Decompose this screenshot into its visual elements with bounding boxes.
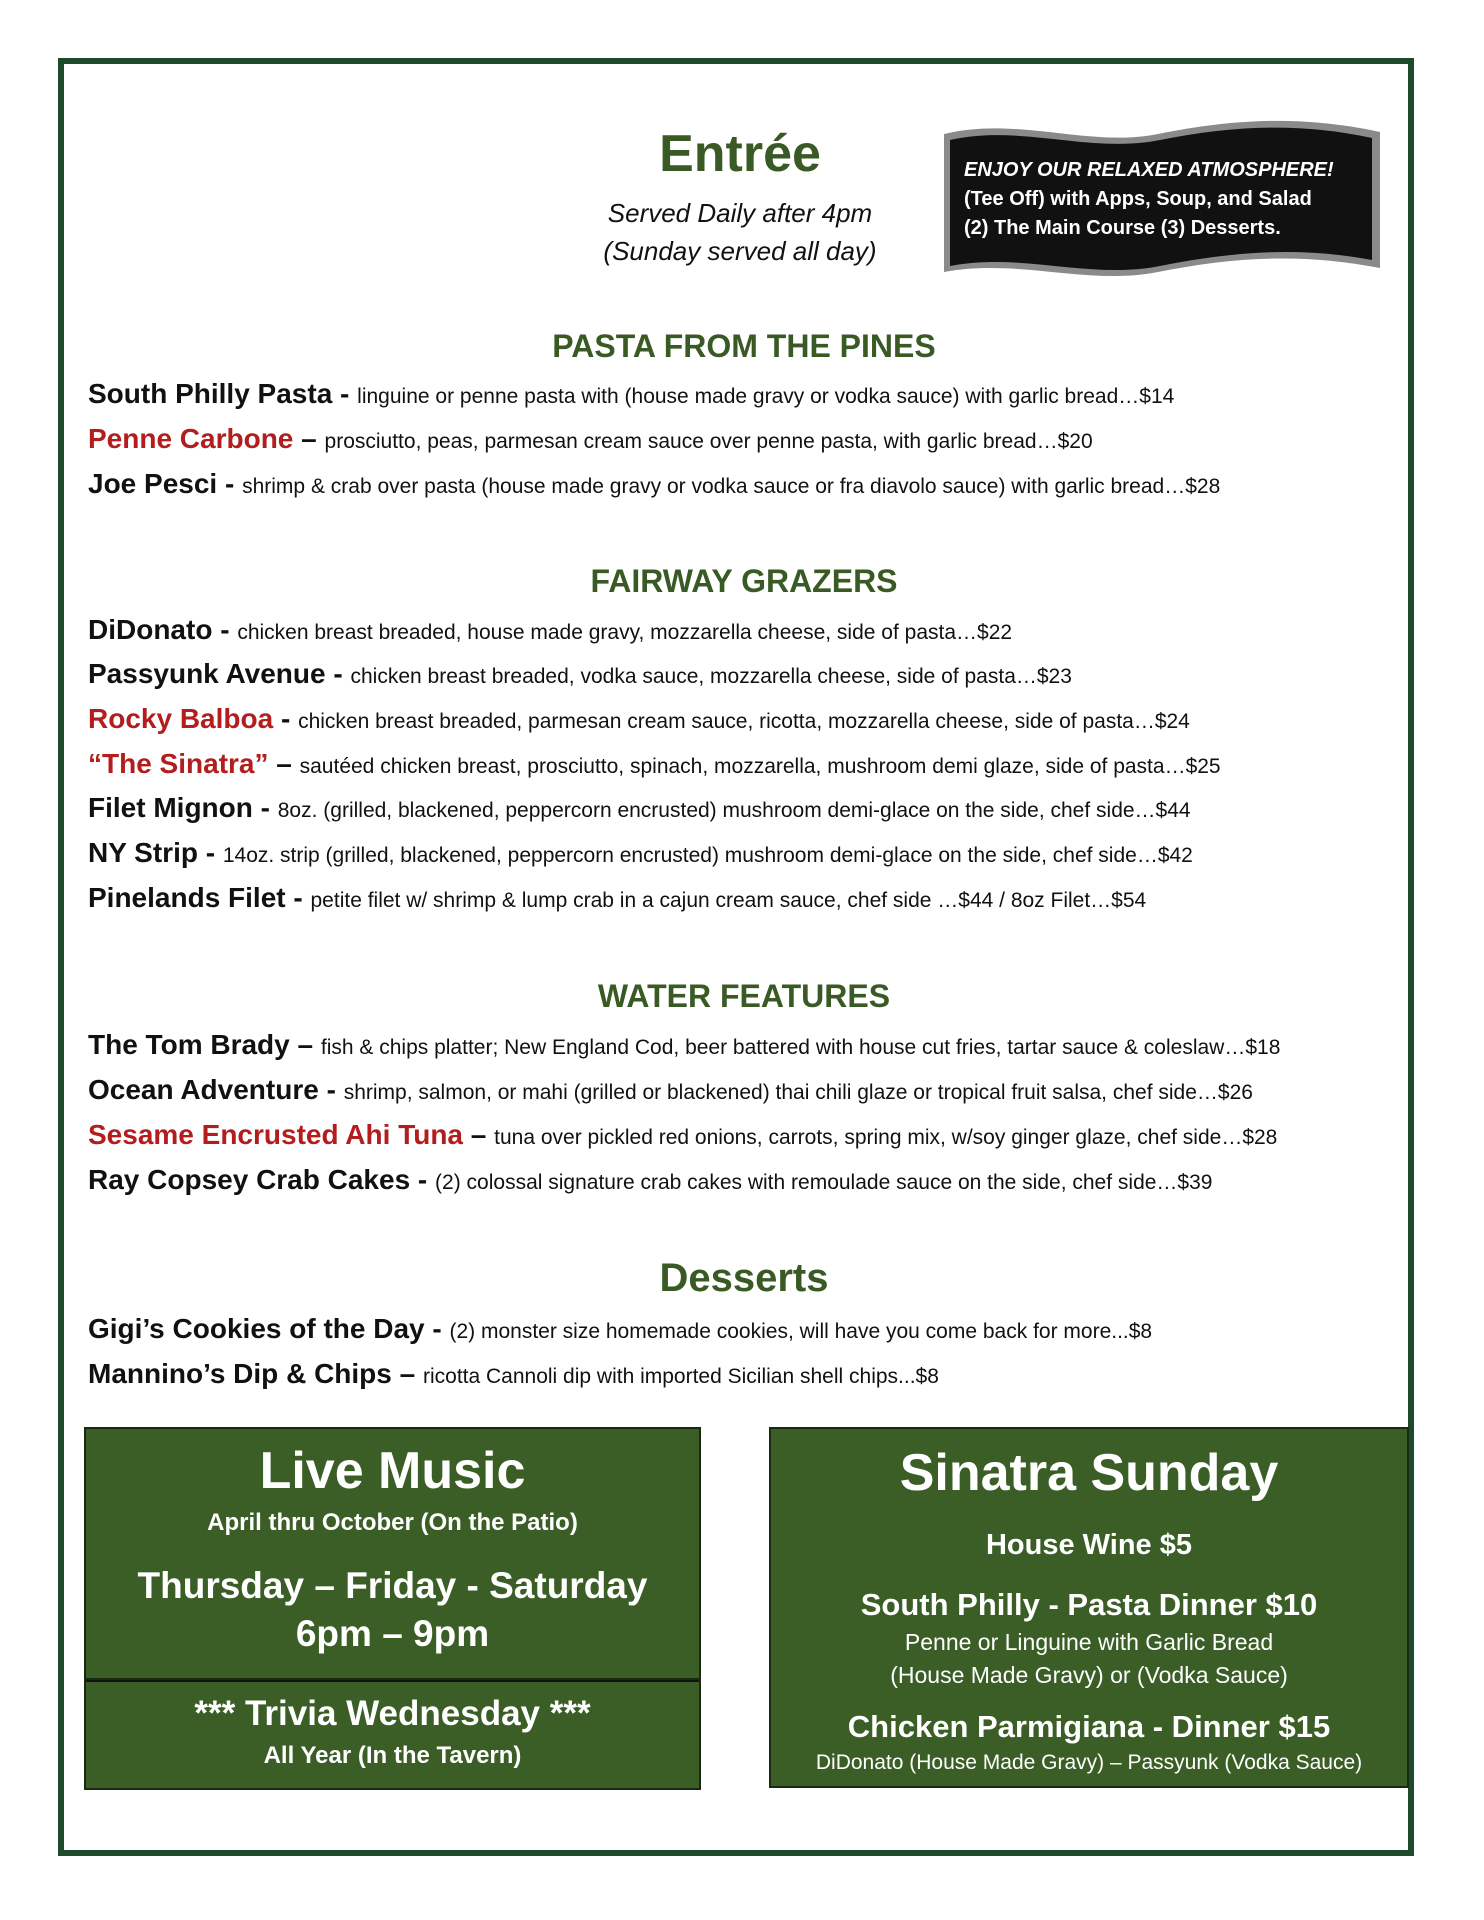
- menu-item: Rocky Balboa - chicken breast breaded, parmesan cream sauce, ricotta, mozzarella cheese, side of pasta…$24: [88, 703, 1190, 734]
- item-name: Sesame Encrusted Ahi Tuna: [88, 1119, 463, 1150]
- item-description: fish & chips platter; New England Cod, beer battered with house cut fries, tartar sauce & coleslaw…$18: [320, 1036, 1281, 1059]
- banner-line-3: (2) The Main Course (3) Desserts.: [964, 217, 1281, 239]
- page-title: Entrée: [659, 125, 821, 183]
- live-music-season: April thru October (On the Patio): [207, 1509, 578, 1536]
- item-name: “The Sinatra”: [88, 748, 269, 779]
- trivia-title: *** Trivia Wednesday ***: [194, 1694, 591, 1733]
- menu-item: Filet Mignon - 8oz. (grilled, blackened, peppercorn encrusted) mushroom demi-glace on the side, chef side…$44: [88, 792, 1191, 823]
- trivia-subtitle: All Year (In the Tavern): [263, 1742, 522, 1769]
- item-name: Rocky Balboa: [88, 703, 274, 734]
- menu-item: Ocean Adventure - shrimp, salmon, or mahi (grilled or blackened) thai chili glaze or tropical fruit salsa, chef side…$26: [88, 1074, 1253, 1105]
- item-name: Joe Pesci: [88, 468, 218, 499]
- item-name: Pinelands Filet: [88, 882, 286, 913]
- menu-item: Passyunk Avenue - chicken breast breaded, vodka sauce, mozzarella cheese, side of pasta…$23: [88, 658, 1072, 689]
- item-name: Penne Carbone: [88, 423, 294, 454]
- item-description: ricotta Cannoli dip with imported Sicilian shell chips...$8: [422, 1365, 939, 1388]
- live-music-days: Thursday – Friday - Saturday: [137, 1565, 648, 1606]
- trivia-divider: [86, 1680, 699, 1682]
- pasta-dinner-desc-2: (House Made Gravy) or (Vodka Sauce): [890, 1662, 1288, 1688]
- menu-item: DiDonato - chicken breast breaded, house made gravy, mozzarella cheese, side of pasta…$22: [88, 614, 1013, 645]
- menu-item: Ray Copsey Crab Cakes - (2) colossal signature crab cakes with remoulade sauce on the side, chef side…$39: [88, 1164, 1213, 1195]
- pasta-dinner-special: South Philly - Pasta Dinner $10: [860, 1587, 1318, 1622]
- grazers-section-heading: FAIRWAY GRAZERS: [590, 563, 898, 599]
- item-name: South Philly Pasta: [88, 378, 333, 409]
- item-description: chicken breast breaded, house made gravy, mozzarella cheese, side of pasta…$22: [237, 621, 1013, 644]
- served-daily-note: Served Daily after 4pm: [607, 198, 873, 228]
- live-music-box: [84, 1427, 701, 1680]
- water-section-heading: WATER FEATURES: [597, 978, 891, 1014]
- menu-item: NY Strip - 14oz. strip (grilled, blackened, peppercorn encrusted) mushroom demi-glace on the side, chef side…$42: [88, 837, 1193, 868]
- menu-item: “The Sinatra” – sautéed chicken breast, prosciutto, spinach, mozzarella, mushroom demi glaze, side of pasta…$25: [88, 748, 1221, 779]
- menu-item: Joe Pesci - shrimp & crab over pasta (house made gravy or vodka sauce or fra diavolo sauce) with garlic bread…$28: [88, 468, 1221, 499]
- item-description: chicken breast breaded, vodka sauce, mozzarella cheese, side of pasta…$23: [350, 665, 1072, 688]
- item-name: Gigi’s Cookies of the Day: [88, 1313, 425, 1344]
- item-description: sautéed chicken breast, prosciutto, spinach, mozzarella, mushroom demi glaze, side of pasta…$25: [299, 755, 1221, 778]
- item-name: DiDonato: [88, 614, 213, 645]
- house-wine-special: House Wine $5: [985, 1529, 1193, 1561]
- pasta-dinner-desc-1: Penne or Linguine with Garlic Bread: [904, 1629, 1274, 1655]
- menu-item: Pinelands Filet - petite filet w/ shrimp & lump crab in a cajun cream sauce, chef side …$44 / 8oz Filet…$54: [88, 882, 1147, 913]
- item-name: Ray Copsey Crab Cakes: [88, 1164, 411, 1195]
- chicken-parm-desc: DiDonato (House Made Gravy) – Passyunk (Vodka Sauce): [815, 1751, 1363, 1774]
- item-description: linguine or penne pasta with (house made gravy or vodka sauce) with garlic bread…$14: [357, 385, 1175, 408]
- item-description: chicken breast breaded, parmesan cream sauce, ricotta, mozzarella cheese, side of pasta…$24: [298, 710, 1190, 733]
- sinatra-sunday-box: [769, 1427, 1409, 1788]
- item-description: petite filet w/ shrimp & lump crab in a cajun cream sauce, chef side …$44 / 8oz Filet…$54: [310, 889, 1147, 912]
- item-description: (2) colossal signature crab cakes with remoulade sauce on the side, chef side…$39: [435, 1171, 1213, 1194]
- item-description: (2) monster size homemade cookies, will have you come back for more...$8: [449, 1320, 1153, 1343]
- item-description: 14oz. strip (grilled, blackened, peppercorn encrusted) mushroom demi-glace on the side, chef side…$42: [222, 844, 1193, 867]
- menu-item: South Philly Pasta - linguine or penne pasta with (house made gravy or vodka sauce) with garlic bread…$14: [88, 378, 1175, 409]
- item-description: shrimp, salmon, or mahi (grilled or blackened) thai chili glaze or tropical fruit salsa, chef side…$26: [343, 1081, 1253, 1104]
- trivia-box: [84, 1680, 701, 1790]
- item-name: Mannino’s Dip & Chips: [88, 1358, 392, 1389]
- item-name: NY Strip: [88, 837, 198, 868]
- banner-line-1: ENJOY OUR RELAXED ATMOSPHERE!: [964, 159, 1334, 181]
- sunday-note: (Sunday served all day): [603, 236, 877, 266]
- menu-item: Gigi’s Cookies of the Day - (2) monster size homemade cookies, will have you come back for more...$8: [88, 1313, 1153, 1344]
- menu-item: The Tom Brady – fish & chips platter; New England Cod, beer battered with house cut fries, tartar sauce & coleslaw…$18: [88, 1029, 1281, 1060]
- menu-item: Mannino’s Dip & Chips – ricotta Cannoli dip with imported Sicilian shell chips...$8: [88, 1358, 939, 1389]
- item-name: Filet Mignon: [88, 792, 253, 823]
- desserts-section-heading: Desserts: [659, 1256, 829, 1300]
- pasta-section-heading: PASTA FROM THE PINES: [552, 328, 936, 364]
- item-description: prosciutto, peas, parmesan cream sauce over penne pasta, with garlic bread…$20: [324, 430, 1093, 453]
- item-description: shrimp & crab over pasta (house made gravy or vodka sauce or fra diavolo sauce) with garlic bread…$28: [242, 475, 1221, 498]
- menu-item: Sesame Encrusted Ahi Tuna – tuna over pickled red onions, carrots, spring mix, w/soy ginger glaze, chef side…$28: [88, 1119, 1278, 1150]
- item-name: Passyunk Avenue: [88, 658, 326, 689]
- sinatra-sunday-title: Sinatra Sunday: [899, 1444, 1279, 1502]
- item-name: The Tom Brady: [88, 1029, 290, 1060]
- menu-item: Penne Carbone – prosciutto, peas, parmesan cream sauce over penne pasta, with garlic bread…$20: [88, 423, 1093, 454]
- banner-line-2: (Tee Off) with Apps, Soup, and Salad: [964, 188, 1312, 210]
- live-music-title: Live Music: [259, 1442, 526, 1500]
- item-description: 8oz. (grilled, blackened, peppercorn encrusted) mushroom demi-glace on the side, chef side…$44: [277, 799, 1191, 822]
- live-music-time: 6pm – 9pm: [295, 1613, 490, 1654]
- atmosphere-banner: [938, 118, 1386, 288]
- item-name: Ocean Adventure: [88, 1074, 319, 1105]
- chicken-parm-special: Chicken Parmigiana - Dinner $15: [847, 1709, 1331, 1744]
- item-description: tuna over pickled red onions, carrots, spring mix, w/soy ginger glaze, chef side…$28: [494, 1126, 1278, 1149]
